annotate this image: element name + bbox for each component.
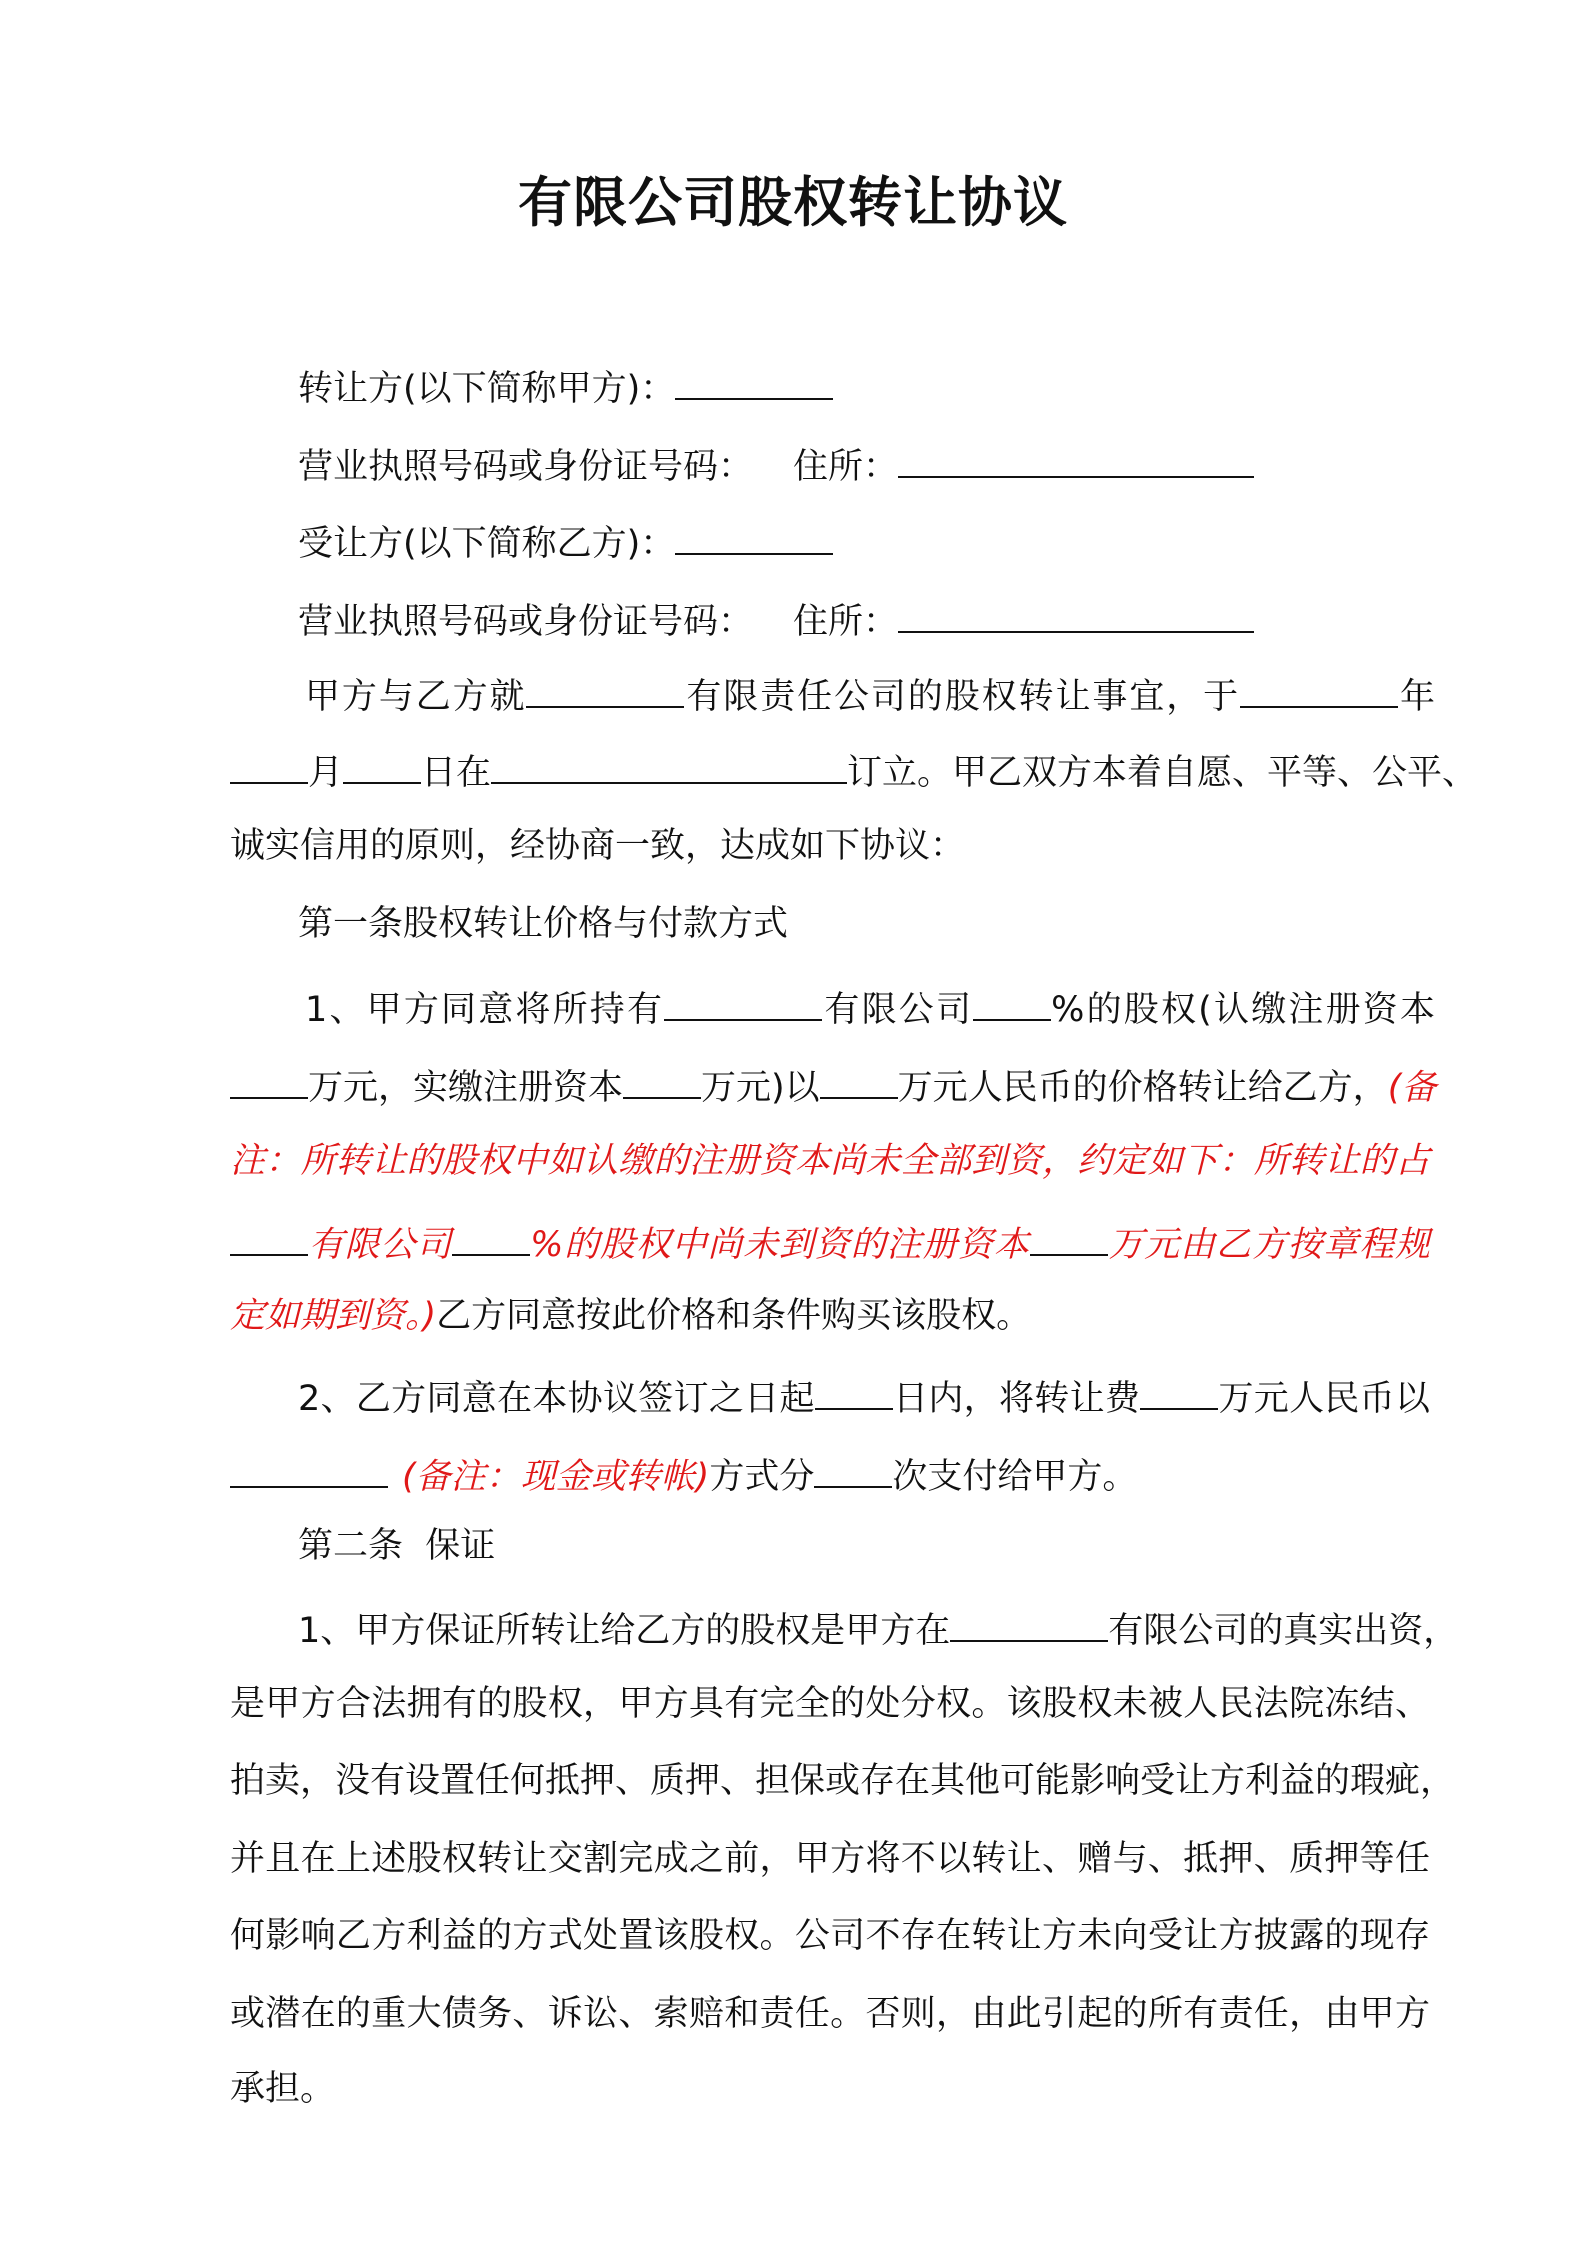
article-1-heading: 第一条股权转让价格与付款方式	[298, 904, 789, 944]
a2-clause1-line5: 何影响乙方利益的方式处置该股权。公司不存在转让方未向受让方披露的现存	[230, 1916, 1430, 1956]
intro-text: 日在	[421, 753, 492, 793]
a1-clause2-line2	[230, 1450, 1137, 1501]
intro-text: 甲方与乙方就	[305, 677, 527, 717]
clause-text: 乙方同意按此价格和条件购买该股权。	[436, 1296, 1032, 1336]
clause-text: 万元人民币以	[1218, 1379, 1430, 1419]
license-label-2: 营业执照号码或身份证号码：	[298, 602, 754, 642]
clause-text: 有限公司的真实出资，	[1108, 1611, 1459, 1651]
clause-text: 万元)以	[701, 1068, 820, 1108]
document-title: 有限公司股权转让协议	[518, 171, 1068, 234]
clause-text: %的股权(认缴注册资本	[1051, 990, 1435, 1030]
clause-text: 1、甲方保证所转让给乙方的股权是甲方在	[298, 1611, 951, 1651]
address-blank-2	[898, 595, 1254, 633]
clause-text: 1、甲方同意将所持有	[305, 990, 665, 1030]
note-red: (备	[1387, 1068, 1437, 1108]
note-red: 万元由乙方按章程规	[1107, 1225, 1430, 1265]
transferor-label: 转让方(以下简称甲方)：	[298, 369, 676, 409]
a1-clause1-line2	[230, 1061, 1437, 1112]
a1-clause1-line1	[305, 983, 1435, 1034]
price-blank	[820, 1061, 898, 1099]
unpaid-capital-blank	[1030, 1218, 1108, 1256]
intro-text: 订立。甲乙双方本着自愿、平等、公平、	[847, 753, 1478, 793]
clause-text: 日内，将转让费	[892, 1379, 1141, 1419]
place-blank	[491, 746, 847, 784]
a2-clause1-line6: 或潜在的重大债务、诉讼、索赔和责任。否则，由此引起的所有责任，由甲方	[230, 1994, 1430, 2034]
subscribed-capital-blank	[230, 1061, 308, 1099]
note-red: 定如期到资。)	[230, 1296, 437, 1336]
a1-clause1-line4-note	[230, 1218, 1430, 1269]
company-blank	[950, 1604, 1108, 1642]
note-red: 有限公司	[308, 1225, 453, 1265]
fee-blank	[1140, 1372, 1218, 1410]
clause-text: 万元，实缴注册资本	[308, 1068, 624, 1108]
a2-clause1-line7: 承担。	[230, 2069, 336, 2109]
a1-clause1-line5	[230, 1292, 1031, 1340]
percent-blank	[452, 1218, 530, 1256]
day-blank	[343, 746, 421, 784]
intro-text: 年	[1398, 677, 1435, 717]
payment-method-blank	[230, 1450, 388, 1488]
company-blank	[526, 670, 684, 708]
percent-blank	[973, 983, 1051, 1021]
license-line-1	[298, 440, 1254, 491]
clause-text: 有限公司	[822, 990, 974, 1030]
intro-line-3: 诚实信用的原则，经协商一致，达成如下协议：	[230, 826, 966, 866]
transferor-line	[298, 362, 833, 413]
a2-clause1-line3: 拍卖，没有设置任何抵押、质押、担保或存在其他可能影响受让方利益的瑕疵，	[230, 1761, 1456, 1801]
clause-text: 2、乙方同意在本协议签订之日起	[298, 1379, 815, 1419]
a2-clause1-line1	[298, 1604, 1459, 1655]
intro-line-1	[305, 670, 1435, 721]
license-label-1: 营业执照号码或身份证号码：	[298, 447, 754, 487]
article-2-heading: 第二条 保证	[298, 1526, 496, 1566]
a2-clause1-line2: 是甲方合法拥有的股权，甲方具有完全的处分权。该股权未被人民法院冻结、	[230, 1684, 1430, 1724]
note-red: %的股权中尚未到资的注册资本	[530, 1225, 1030, 1265]
a1-clause1-line3-note: 注：所转让的股权中如认缴的注册资本尚未全部到资，约定如下：所转让的占	[230, 1141, 1430, 1181]
transferee-line	[298, 517, 833, 568]
license-line-2	[298, 595, 1254, 646]
year-blank	[1240, 670, 1398, 708]
transferee-blank	[675, 517, 833, 555]
company-blank	[664, 983, 822, 1021]
installments-blank	[814, 1450, 892, 1488]
note-red: (备注：现金或转帐)	[402, 1457, 710, 1497]
clause-text: 方式分	[709, 1457, 815, 1497]
transferee-label: 受让方(以下简称乙方)：	[298, 524, 676, 564]
days-blank	[815, 1372, 893, 1410]
transferor-blank	[675, 362, 833, 400]
intro-line-2	[230, 746, 1478, 797]
intro-text: 月	[308, 753, 344, 793]
clause-text: 次支付给甲方。	[892, 1457, 1138, 1497]
a1-clause2-line1	[298, 1372, 1430, 1423]
clause-text: 万元人民币的价格转让给乙方，	[897, 1068, 1388, 1108]
month-blank	[230, 746, 308, 784]
paid-capital-blank	[623, 1061, 701, 1099]
company-blank	[230, 1218, 308, 1256]
address-label-2: 住所：	[793, 602, 899, 642]
address-label-1: 住所：	[793, 447, 899, 487]
address-blank-1	[898, 440, 1254, 478]
intro-text: 有限责任公司的股权转让事宜，于	[684, 677, 1241, 717]
a2-clause1-line4: 并且在上述股权转让交割完成之前，甲方将不以转让、赠与、抵押、质押等任	[230, 1839, 1430, 1879]
